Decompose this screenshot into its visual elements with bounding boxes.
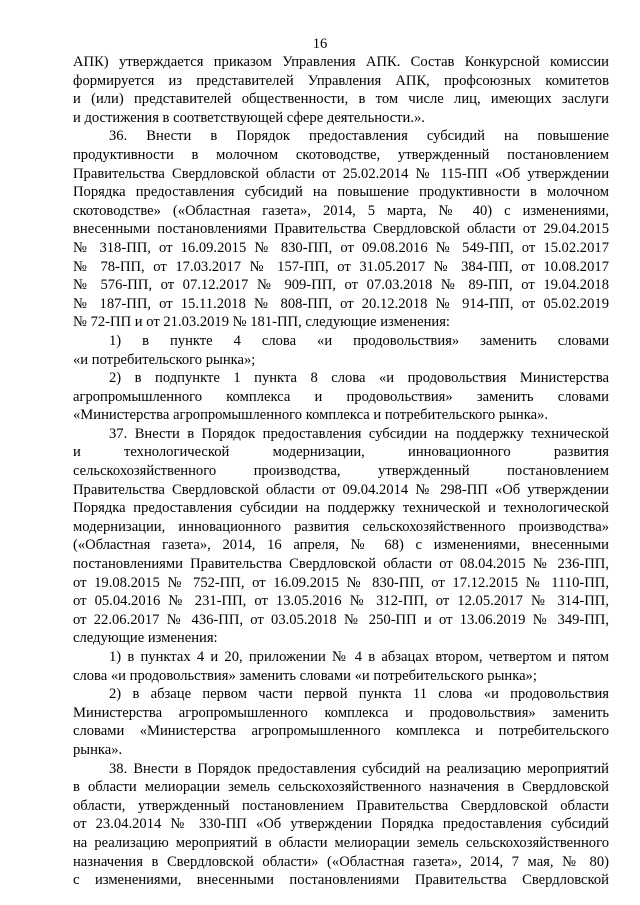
text-line: № 318-ПП, от 16.09.2015 № 830-ПП, от 09.08.2016 № 549-ПП, от 15.02.2017 [73,239,609,256]
text-line: модернизации, инновационного развития сельскохозяйственного производства» [73,518,609,535]
text-line: области, утвержденный постановлением Правительства Свердловской области [73,797,609,814]
text-line: 2) в абзаце первом части первой пункта 11 слова «и продовольствия [109,686,609,703]
text-line: продуктивности в молочном скотоводстве, утвержденный постановлением [73,146,609,163]
document-body [73,53,609,890]
text-line: следующие изменения: [73,630,218,647]
text-line: («Областная газета», 2014, 16 апреля, № 68) с изменениями, внесенными [73,537,609,554]
text-line: назначения в Свердловской области» («Областная газета», 2014, 7 мая, № 80) [73,853,609,870]
text-line: 1) в пункте 4 слова «и продовольствия» заменить словами [109,332,609,349]
text-line: Порядка предоставления субсидий на повышение продуктивности в молочном [73,184,609,201]
text-line: 36. Внести в Порядок предоставления субсидий на повышение [109,128,609,145]
text-line: скотоводстве» («Областная газета», 2014, 5 марта, № 40) с изменениями, [73,202,609,219]
text-line: 2) в подпункте 1 пункта 8 слова «и продовольствия Министерства [109,370,609,387]
text-line: от 22.06.2017 № 436-ПП, от 03.05.2018 № 250-ПП и от 13.06.2019 № 349-ПП, [73,611,609,628]
text-line: от 23.04.2014 № 330-ПП «Об утверждении Порядка предоставления субсидий [73,816,609,833]
text-line: Правительства Свердловской области от 09.04.2014 № 298-ПП «Об утверждении [73,481,609,498]
text-line: Порядка предоставления субсидии на поддержку технической и технологической [73,500,609,517]
page-number: 16 [312,36,328,52]
text-line: и (или) представителей общественности, в том числе лиц, имеющих заслуги [73,91,609,108]
text-line: формируется из представителей Управления АПК, профсоюзных комитетов [73,72,609,89]
text-line: Правительства Свердловской области от 25.02.2014 № 115-ПП «Об утверждении [73,165,609,182]
text-line: внесенными постановлениями Правительства Свердловской области от 29.04.2015 [73,221,609,238]
text-line: рынка». [73,741,123,758]
text-line: от 19.08.2015 № 752-ПП, от 16.09.2015 № 830-ПП, от 17.12.2015 № 1110-ПП, [73,574,609,591]
text-line: на реализацию мероприятий в области мелиорации земель сельскохозяйственного [73,834,609,851]
text-line: словами «Министерства агропромышленного комплекса и потребительского [73,723,609,740]
text-line: АПК) утверждается приказом Управления АПК. Состав Конкурсной комиссии [73,54,609,70]
text-line: и технологической модернизации, инновационного развития [73,444,609,461]
text-line: «и потребительского рынка»; [73,351,256,368]
text-line: и достижения в соответствующей сфере деятельности.». [73,109,425,126]
text-line: 38. Внести в Порядок предоставления субсидий на реализацию мероприятий [109,760,609,777]
text-line: 37. Внести в Порядок предоставления субсидии на поддержку технической [109,425,609,442]
text-line: в области мелиорации земель сельскохозяйственного назначения в Свердловской [73,779,609,796]
text-line: слова «и продовольствия» заменить словами «и потребительского рынка»; [73,667,537,684]
text-line: агропромышленного комплекса и продовольствия» заменить словами [73,388,609,405]
text-line: сельскохозяйственного производства, утвержденный постановлением [73,463,609,480]
text-line: № 78-ПП, от 17.03.2017 № 157-ПП, от 31.05.2017 № 384-ПП, от 10.08.2017 [73,258,609,275]
text-line: 1) в пунктах 4 и 20, приложении № 4 в абзацах втором, четвертом и пятом [109,649,609,665]
text-line: № 187-ПП, от 15.11.2018 № 808-ПП, от 20.12.2018 № 914-ПП, от 05.02.2019 [73,295,609,312]
text-line: № 576-ПП, от 07.12.2017 № 909-ПП, от 07.03.2018 № 89-ПП, от 19.04.2018 [73,277,609,294]
text-line: постановлениями Правительства Свердловской области от 08.04.2015 № 236-ПП, [73,556,609,573]
text-line: Министерства агропромышленного комплекса и продовольствия» заменить [73,704,609,721]
text-line: с изменениями, внесенными постановлениями Правительства Свердловской [73,872,609,889]
text-line: от 05.04.2016 № 231-ПП, от 13.05.2016 № 312-ПП, от 12.05.2017 № 314-ПП, [73,593,609,610]
text-line: «Министерства агропромышленного комплекса и потребительского рынка». [73,407,549,424]
text-line: № 72-ПП и от 21.03.2019 № 181-ПП, следующие изменения: [73,314,450,331]
